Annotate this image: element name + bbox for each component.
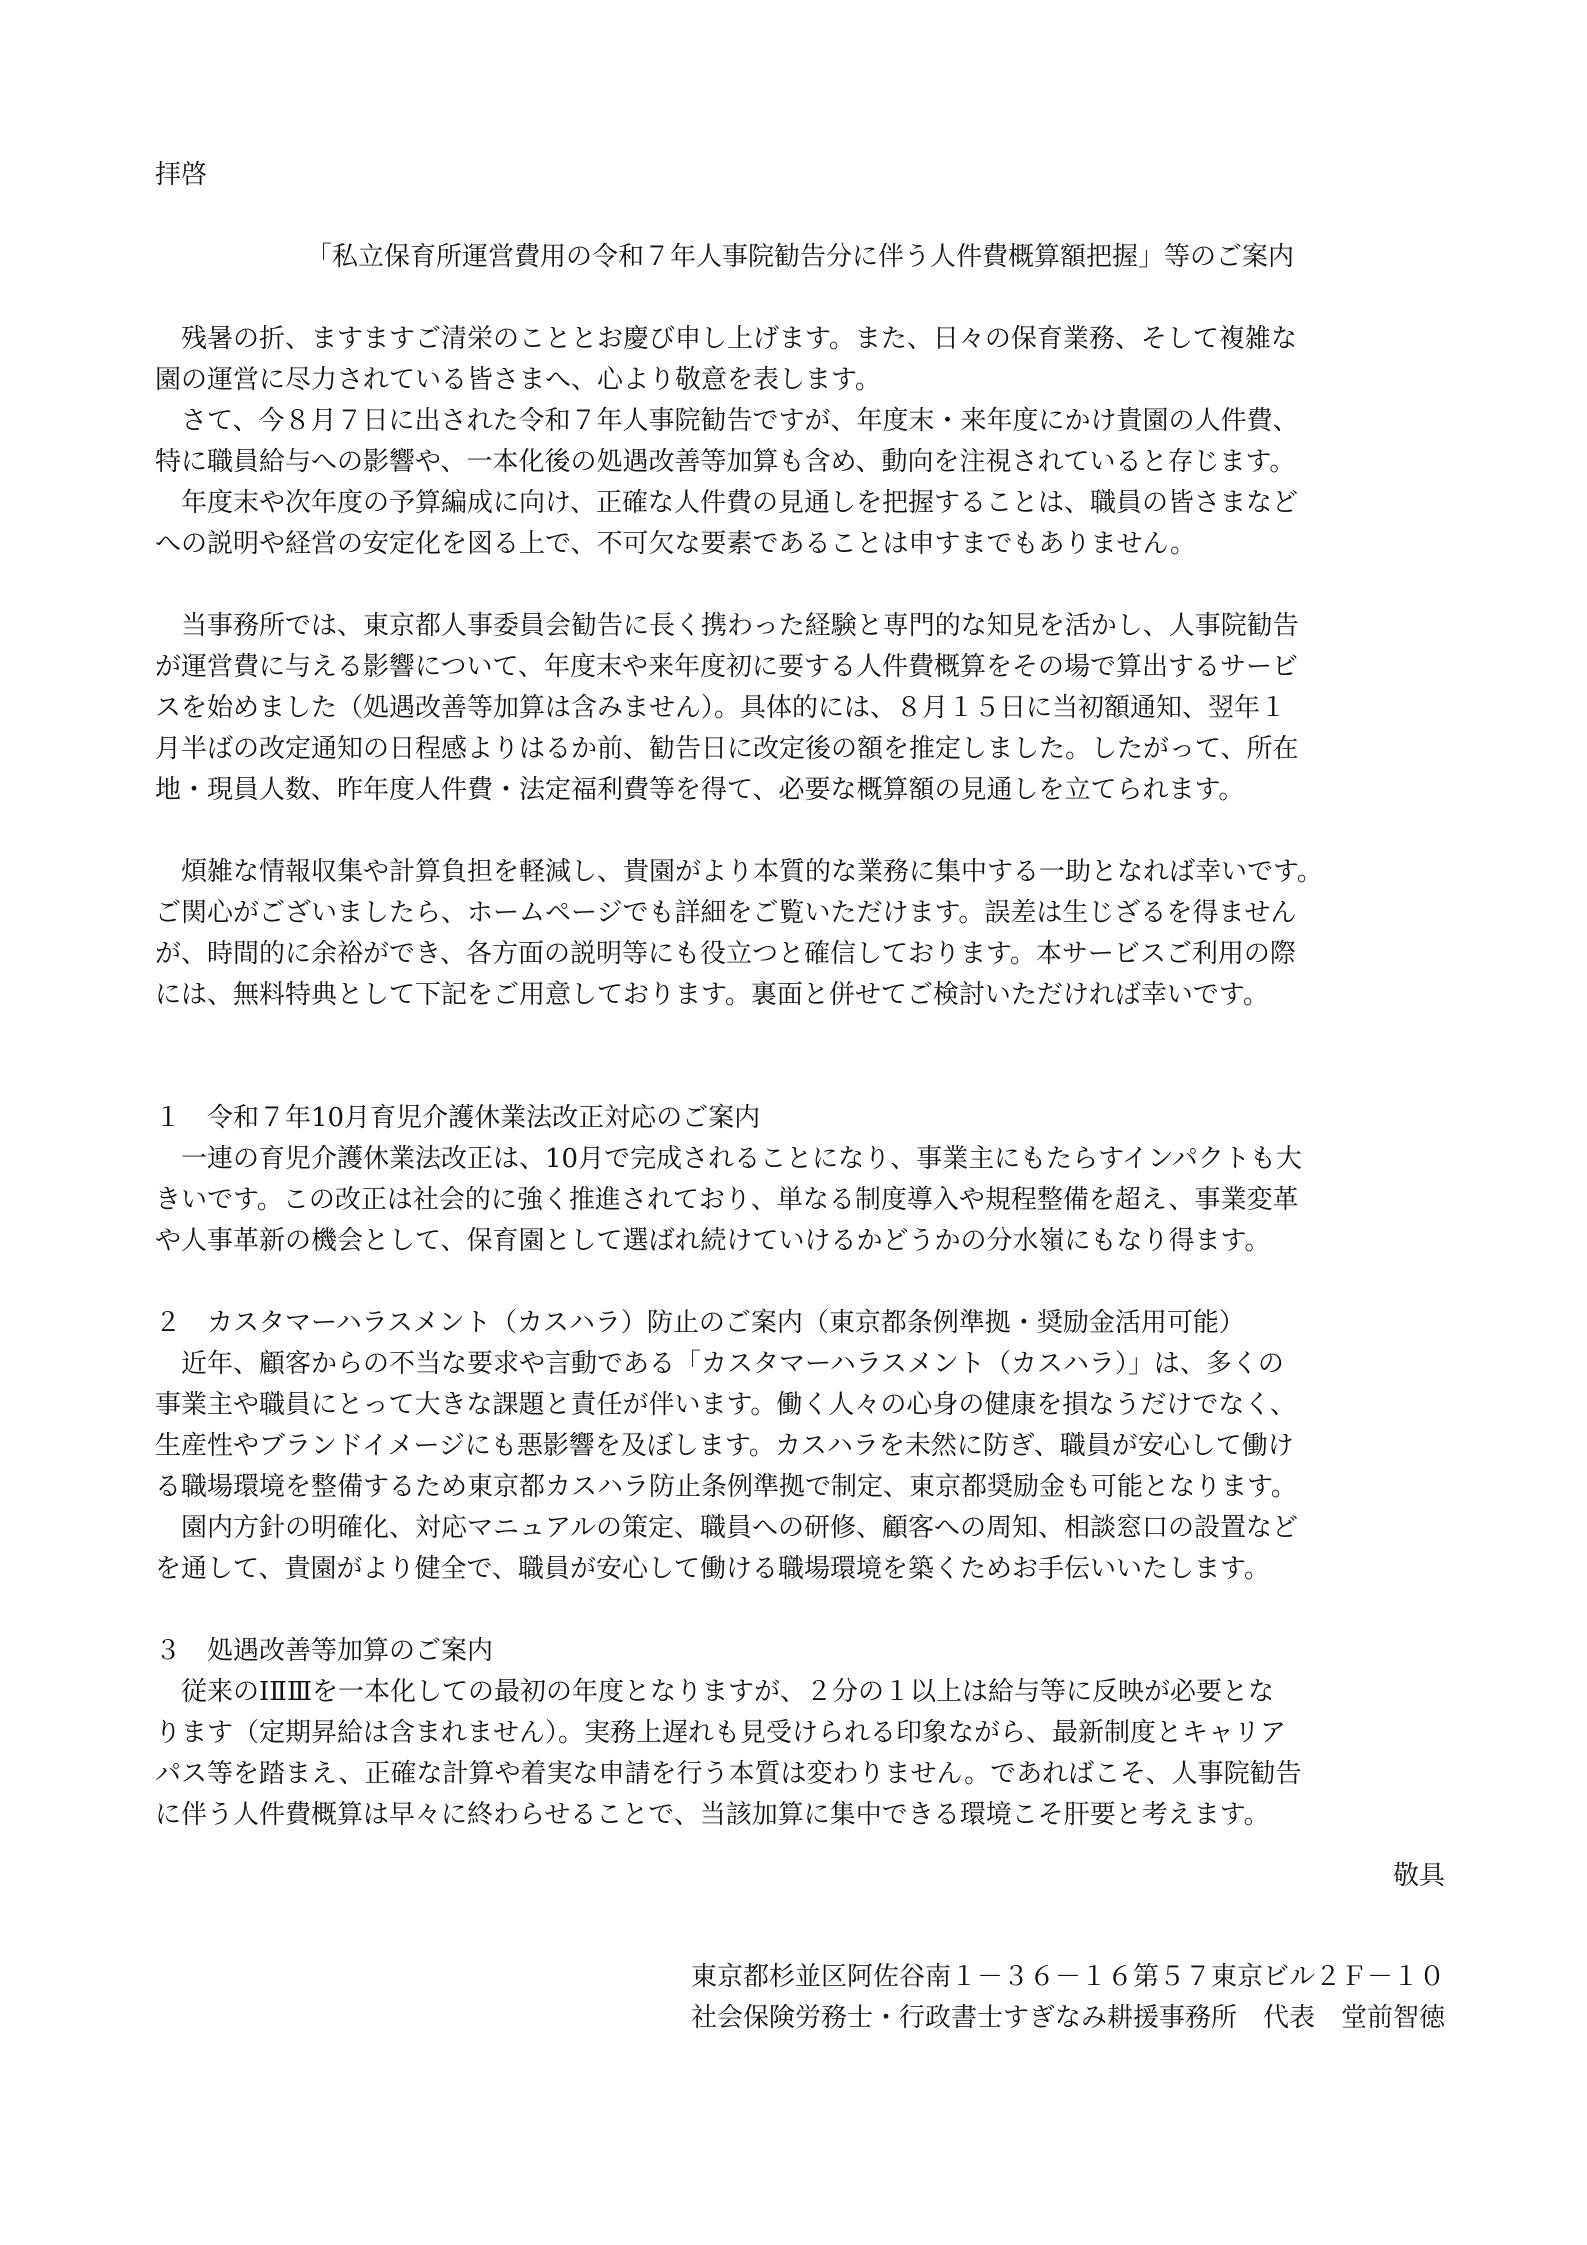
item-2-heading: ２ カスタマーハラスメント（カスハラ）防止のご案内（東京都条例準拠・奨励金活用可能） (155, 1308, 1245, 1338)
text-line: 特に職員給与への影響や、一本化後の処遇改善等加算も含め、動向を注視されていると存じます。 (155, 447, 1296, 477)
text-line: 近年、顧客からの不当な要求や言動である「カスタマーハラスメント（カスハラ）」は、多くの (155, 1349, 1284, 1379)
letter-content (155, 155, 1445, 2039)
item-3-heading: ３ 処遇改善等加算のご案内 (155, 1636, 494, 1666)
text-line: ご関心がございましたら、ホームページでも詳細をご覧いただけます。誤差は生じざるを得ません (155, 898, 1297, 928)
item-3-section (155, 1631, 1445, 1836)
text-line: 事業主や職員にとって大きな課題と責任が伴います。働く人々の心身の健康を損なうだけでなく、 (155, 1390, 1296, 1420)
salutation: 拝啓 (155, 160, 208, 190)
text-line: 一連の育児介護休業法改正は、10月で完成されることになり、事業主にもたらすインパクトも大 (155, 1144, 1302, 1174)
text-line: が、時間的に余裕ができ、各方面の説明等にも役立つと確信しております。本サービスご利用の際 (155, 939, 1296, 969)
sender-address: 東京都杉並区阿佐谷南１－３６－１６第５７東京ビル２Ｆ－１０ (690, 1962, 1445, 1992)
text-line: 従来のⅠⅡⅢを一本化しての最初の年度となりますが、２分の１以上は給与等に反映が必要とな (155, 1677, 1275, 1707)
text-line: 生産性やブランドイメージにも悪影響を及ぼします。カスハラを未然に防ぎ、職員が安心して働け (155, 1431, 1294, 1461)
letter-title: 「私立保育所運営費用の令和７年人事院勧告分に伴う人件費概算額把握」等のご案内 (305, 242, 1294, 272)
text-line: が運営費に与える影響について、年度末や来年度初に要する人件費概算をその場で算出するサービ (155, 652, 1298, 682)
text-line: 月半ばの改定通知の日程感よりはるか前、勧告日に改定後の額を推定しました。したがって、所在 (155, 734, 1299, 764)
sender-office: 社会保険労務士・行政書士すぎなみ耕援事務所 代表 堂前智徳 (690, 2003, 1445, 2033)
text-line: 園の運営に尽力されている皆さまへ、心より敬意を表します。 (155, 365, 881, 395)
text-line: 残暑の折、ますますご清栄のこととお慶び申し上げます。また、日々の保育業務、そして複雑な (155, 324, 1297, 354)
item-1-heading: １ 令和７年10月育児介護休業法改正対応のご案内 (155, 1103, 761, 1133)
text-line: 地・現員人数、昨年度人件費・法定福利費等を得て、必要な概算額の見通しを立てられます。 (155, 775, 1245, 805)
text-line: パス等を踏まえ、正確な計算や着実な申請を行う本質は変わりません。であればこそ、人事院勧告 (155, 1759, 1302, 1789)
text-line: 園内方針の明確化、対応マニュアルの策定、職員への研修、顧客への周知、相談窓口の設置など (155, 1513, 1298, 1543)
text-line: る職場環境を整備するため東京都カスハラ防止条例準拠で制定、東京都奨励金も可能となります。 (155, 1472, 1297, 1502)
text-line: や人事革新の機会として、保育園として選ばれ続けていけるかどうかの分水嶺にもなり得ます。 (155, 1226, 1271, 1256)
item-2-section (155, 1303, 1445, 1590)
text-line: さて、今８月７日に出された令和７年人事院勧告ですが、年度末・来年度にかけ貴園の人件費、 (155, 406, 1299, 436)
text-line: きいです。この改正は社会的に強く推進されており、単なる制度導入や規程整備を超え、事業変革 (155, 1185, 1299, 1215)
text-line: ります（定期昇給は含まれません）。実務上遅れも見受けられる印象ながら、最新制度とキャリア (155, 1718, 1287, 1748)
complimentary-close: 敬具 (1392, 1861, 1445, 1891)
item-1-section (155, 1098, 1445, 1262)
text-line: 年度末や次年度の予算編成に向け、正確な人件費の見通しを把握することは、職員の皆さまなど (155, 488, 1298, 518)
text-line: を通して、貴園がより健全で、職員が安心して働ける職場環境を築くためお手伝いいたします。 (155, 1554, 1270, 1584)
intro-paragraph (155, 319, 1445, 565)
text-line: に伴う人件費概算は早々に終わらせることで、当該加算に集中できる環境こそ肝要と考えます。 (155, 1800, 1270, 1830)
service-paragraph (155, 606, 1445, 811)
text-line: には、無料特典として下記をご用意しております。裏面と併せてご検討いただければ幸いです。 (155, 980, 1269, 1010)
text-line: スを始めました（処遇改善等加算は含みません）。具体的には、８月１５日に当初額通知、翌年１ (155, 693, 1287, 723)
text-line: 当事務所では、東京都人事委員会勧告に長く携わった経験と専門的な知見を活かし、人事院勧告 (155, 611, 1299, 641)
signature-block (155, 1957, 1445, 2039)
closing-paragraph (155, 852, 1445, 1016)
text-line: 煩雑な情報収集や計算負担を軽減し、貴園がより本質的な業務に集中する一助となれば幸いです。 (155, 857, 1323, 887)
text-line: への説明や経営の安定化を図る上で、不可欠な要素であることは申すまでもありません。 (155, 529, 1197, 559)
